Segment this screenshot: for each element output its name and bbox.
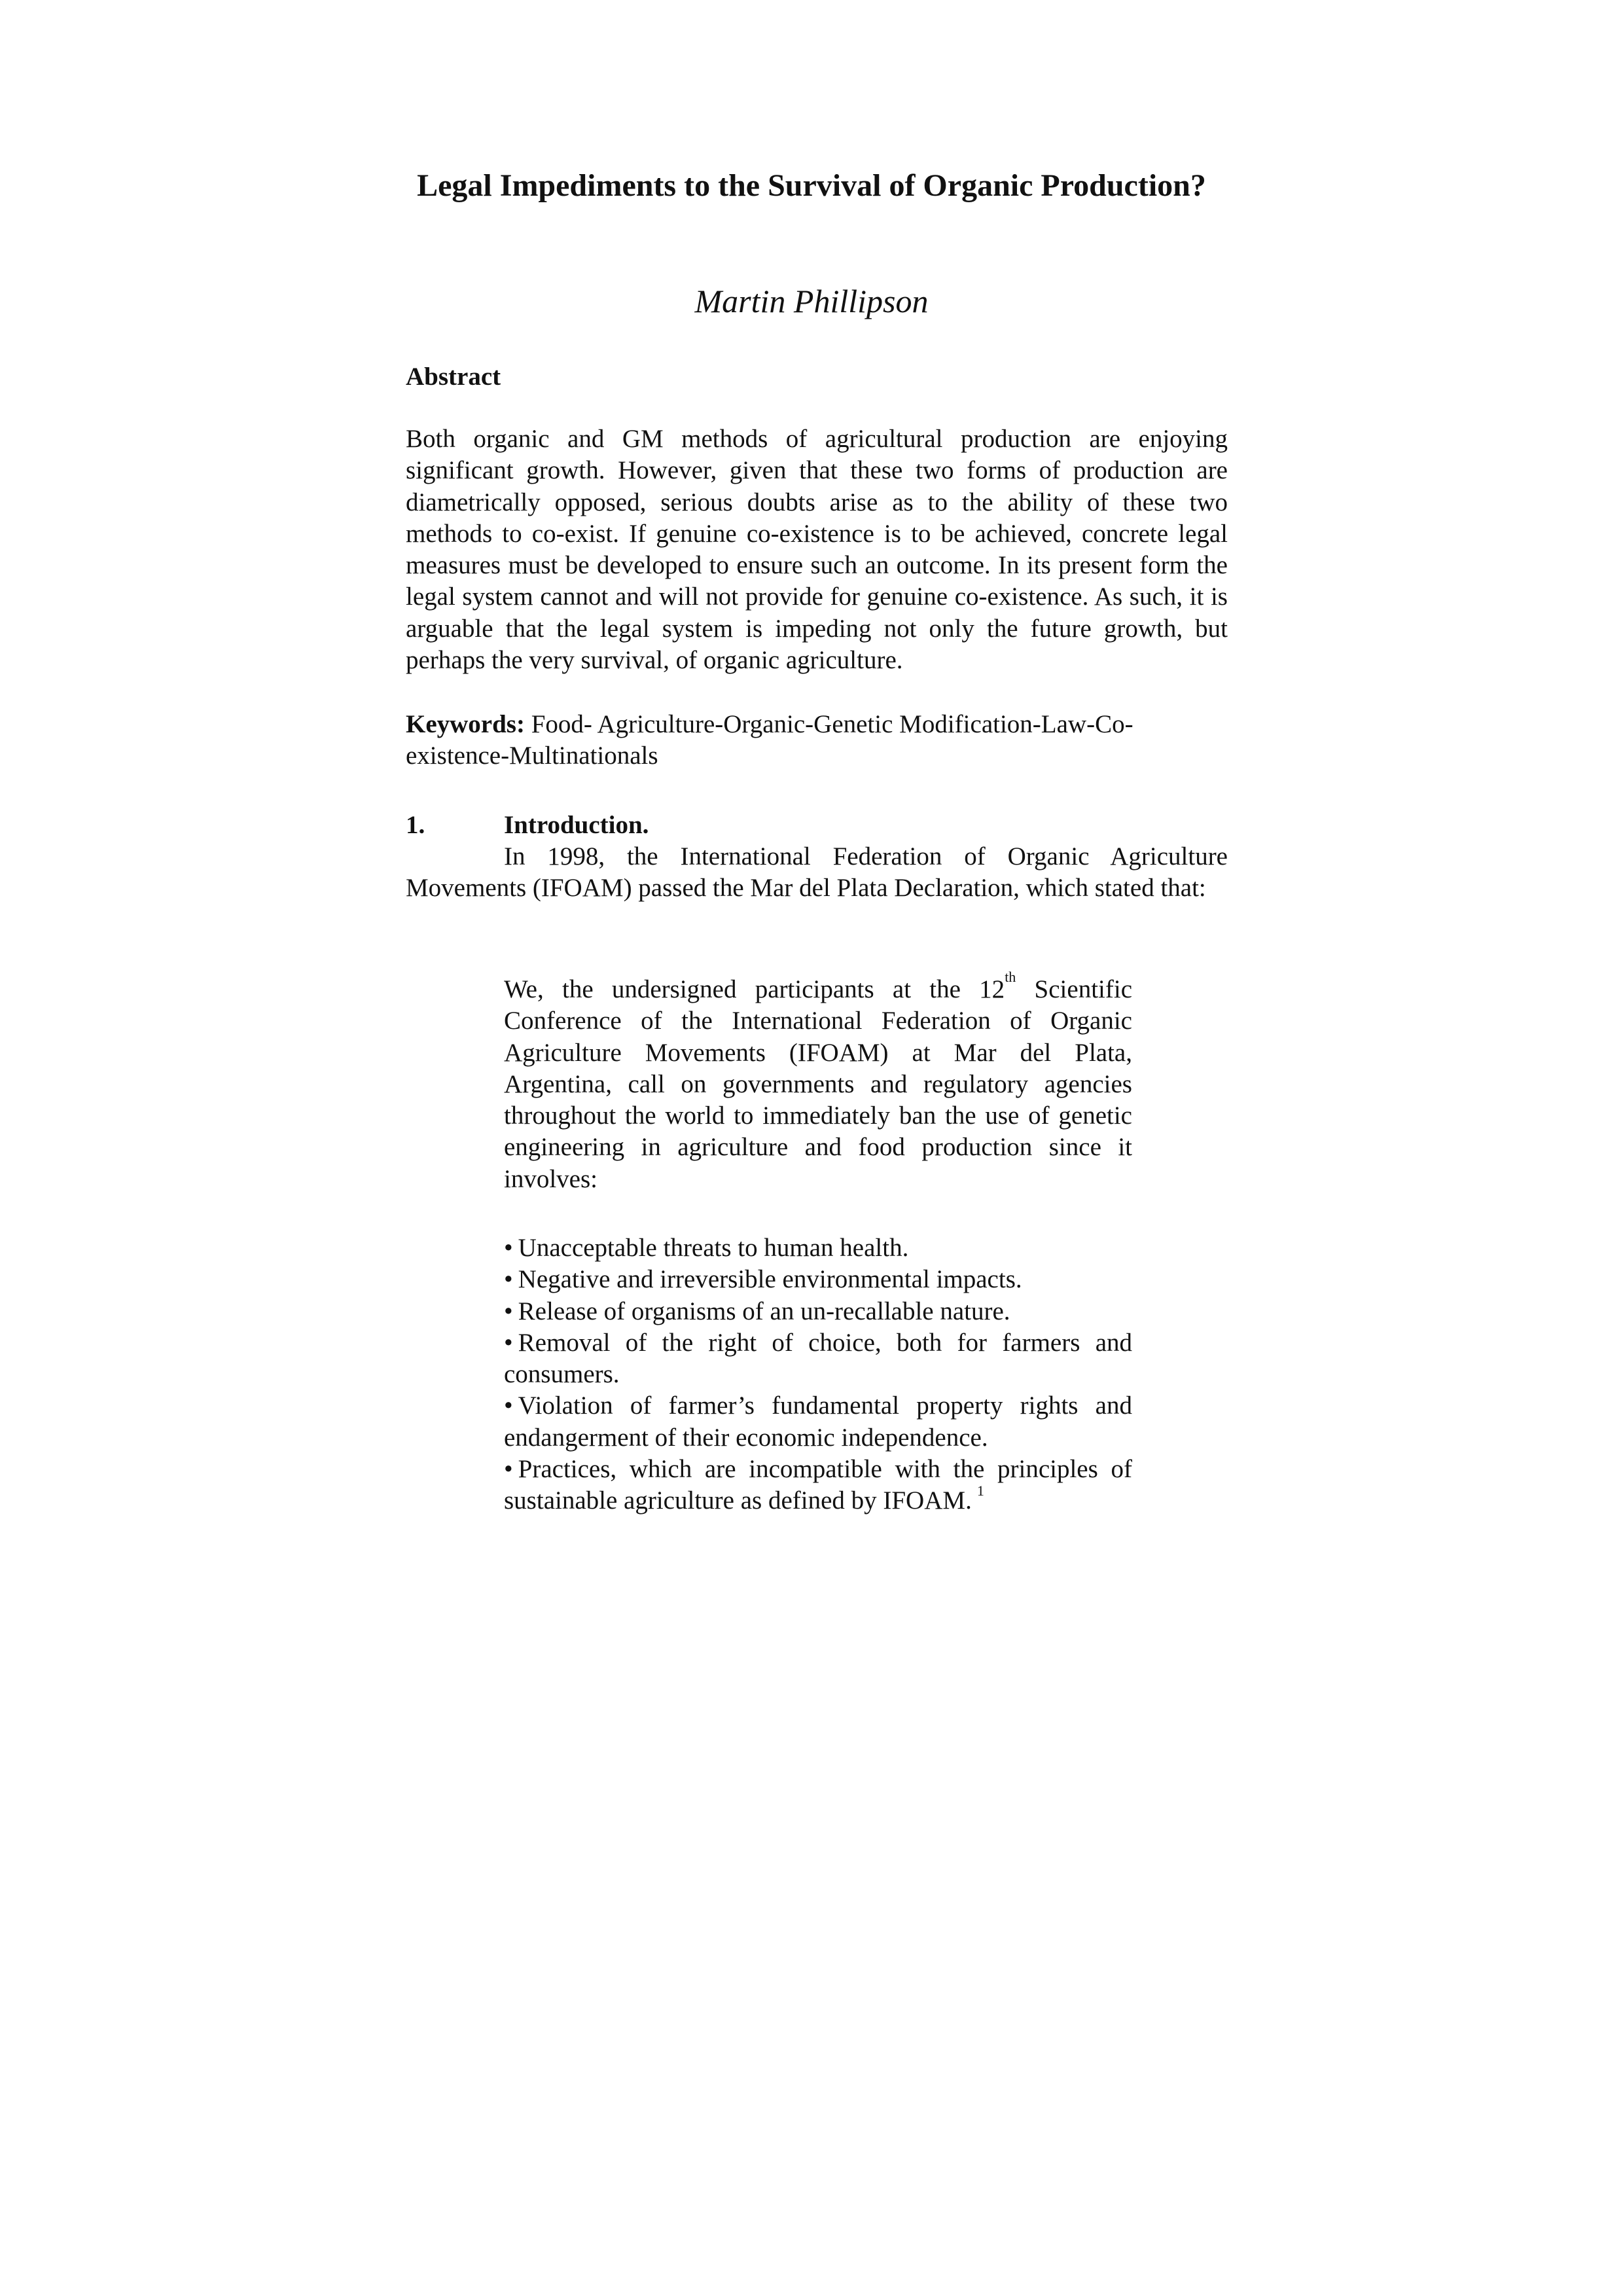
keywords-text: Food- Agriculture-Organic-Genetic Modification-Law-Co-existence-Multinationals (406, 710, 1133, 770)
section-number: 1. (406, 811, 425, 839)
paper-title: Legal Impediments to the Survival of Organic Production? (417, 168, 1206, 203)
quote-text-end: Scientific Conference of the International Federation of Organic Agriculture Movements (IFOAM) at Mar del Plata, Argentina, call on governments and regulatory agencies throughout the world to immediately ban the use of genetic engineering in agriculture and food production since it involves: (504, 975, 1133, 1193)
list-item-text: Practices, which are incompatible with the principles of sustainable agriculture as defined by IFOAM. (504, 1455, 1132, 1515)
intro-paragraph: In 1998, the International Federation of Organic Agriculture Movements (IFOAM) passed the Mar del Plata Declaration, which stated that: (406, 842, 1228, 903)
declaration-quote (504, 969, 1133, 1195)
list-item-text: Violation of farmer’s fundamental property rights and endangerment of their economic independence. (504, 1391, 1132, 1452)
author-name: Martin Phillipson (694, 283, 929, 319)
bullet-icon: • (504, 1328, 513, 1357)
declaration-bullet-list (504, 1232, 1132, 1517)
list-item (504, 1264, 1132, 1295)
bullet-icon: • (504, 1265, 513, 1294)
list-item (504, 1327, 1132, 1391)
list-item-text: Unacceptable threats to human health. (518, 1234, 909, 1262)
abstract-text: Both organic and GM methods of agricultural production are enjoying significant growth. However, given that these two forms of production are diametrically opposed, serious doubts arise as to the ability of these two methods to co-exist. If genuine co-existence is to be achieved, concrete legal measures must be developed to ensure such an outcome. In its present form the legal system cannot and will not provide for genuine co-existence. As such, it is arguable that the legal system is impeding not only the future growth, but perhaps the very survival, of organic agriculture. (406, 425, 1228, 675)
ordinal-superscript: th (1005, 969, 1016, 985)
quote-text-start: We, the undersigned participants at the 12 (504, 975, 1005, 1003)
list-item-text: Negative and irreversible environmental impacts. (518, 1265, 1022, 1294)
list-item (504, 1390, 1132, 1454)
list-item (504, 1454, 1132, 1517)
list-item (504, 1232, 1132, 1264)
list-item-text: Release of organisms of an un-recallable nature. (518, 1297, 1010, 1325)
section-title: Introduction. (504, 811, 649, 839)
list-item (504, 1296, 1132, 1327)
footnote-reference[interactable]: 1 (976, 1482, 984, 1499)
bullet-icon: • (504, 1391, 513, 1420)
abstract-heading: Abstract (406, 363, 501, 391)
list-item-text: Removal of the right of choice, both for farmers and consumers. (504, 1328, 1132, 1389)
bullet-icon: • (504, 1455, 513, 1484)
keywords-label: Keywords: (406, 710, 525, 738)
keywords-line (406, 709, 1228, 772)
bullet-icon: • (504, 1234, 513, 1262)
bullet-icon: • (504, 1297, 513, 1325)
